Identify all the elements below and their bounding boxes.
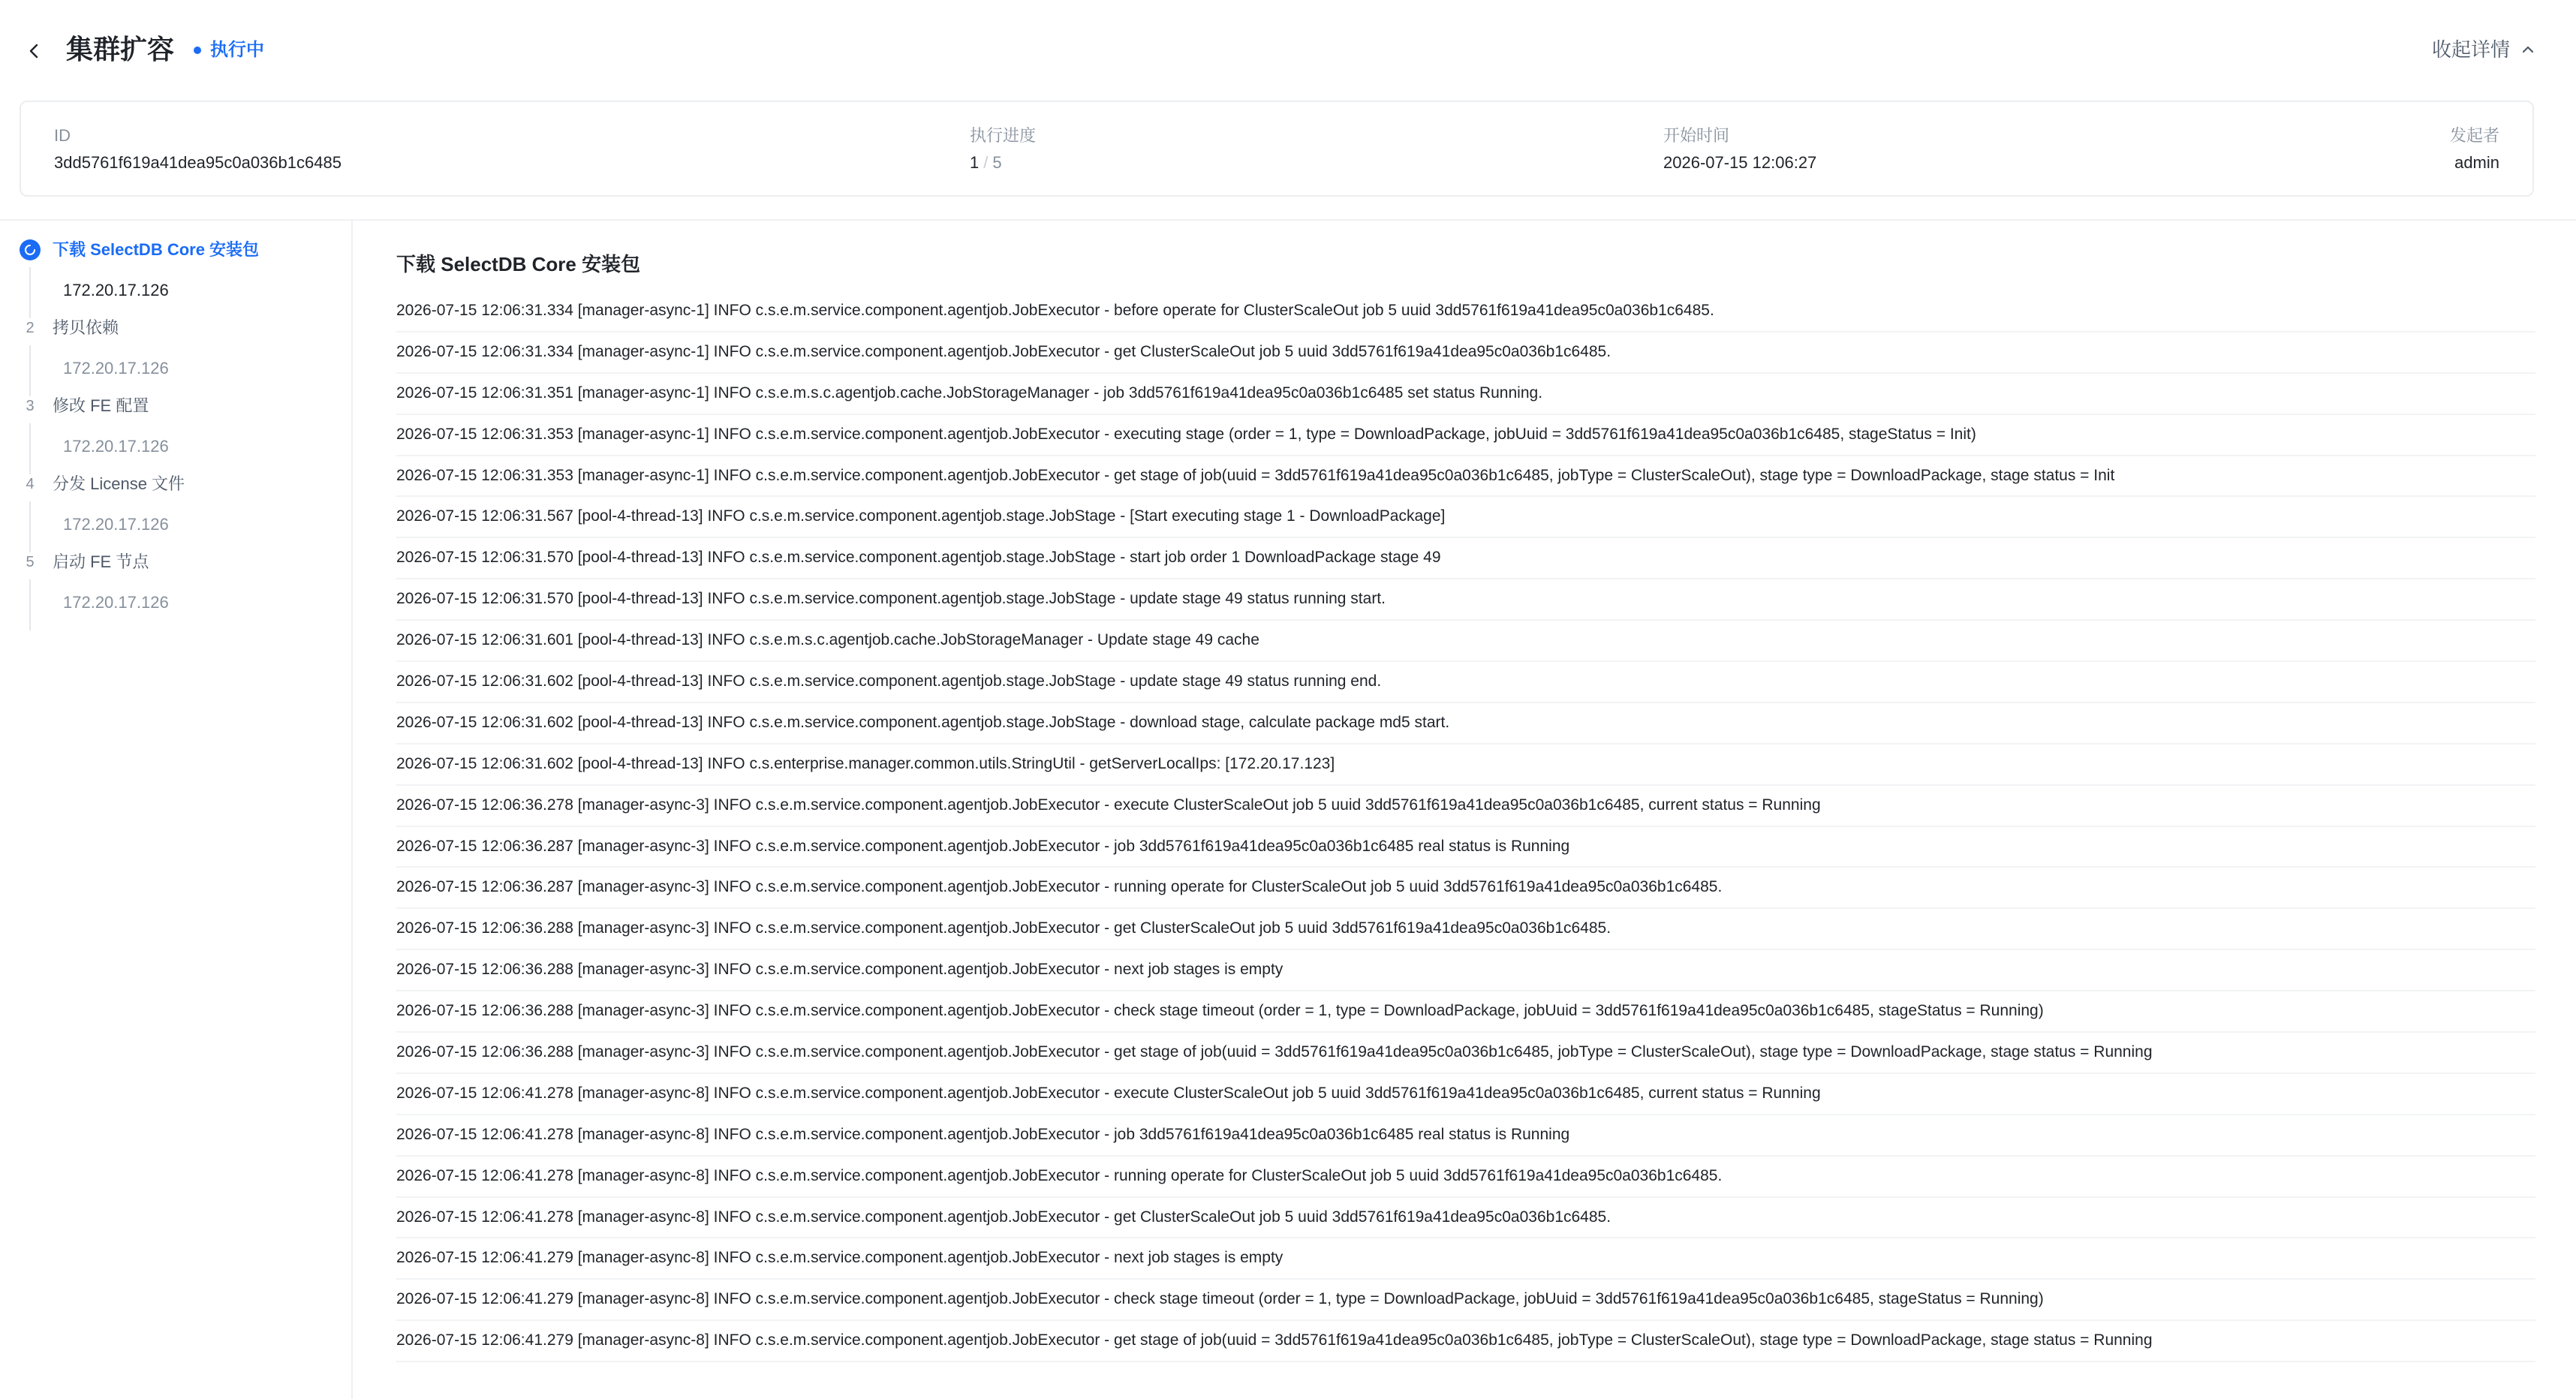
log-line: 2026-07-15 12:06:31.567 [pool-4-thread-13] INFO c.s.e.m.service.component.agentjob.stage.JobStage - [Start executing stage 1 - DownloadPackage] — [396, 497, 2535, 538]
info-start-time — [1663, 125, 1816, 174]
info-initiator — [2450, 125, 2499, 174]
status-badge — [194, 38, 264, 63]
status-text: 执行中 — [210, 40, 264, 60]
progress-value — [970, 152, 1036, 174]
log-line: 2026-07-15 12:06:31.334 [manager-async-1] INFO c.s.e.m.service.component.agentjob.JobExecutor - get ClusterScaleOut job 5 uuid 3dd5761f619a41dea95c0a036b1c6485. — [396, 332, 2535, 374]
collapse-details-label: 收起详情 — [2431, 38, 2510, 61]
info-progress — [970, 125, 1036, 174]
step-3-title: 修改 FE 配置 — [53, 396, 149, 415]
step-sidebar — [0, 221, 353, 1399]
log-line: 2026-07-15 12:06:36.278 [manager-async-3] INFO c.s.e.m.service.component.agentjob.JobExecutor - execute ClusterScaleOut job 5 uuid 3dd5761f619a41dea95c0a036b1c6485, current status = Running — [396, 786, 2535, 827]
progress-label: 执行进度 — [970, 126, 1037, 145]
info-id — [54, 125, 342, 174]
step-3-number: 3 — [26, 397, 35, 414]
back-button[interactable] — [20, 36, 50, 66]
log-line: 2026-07-15 12:06:31.602 [pool-4-thread-13] INFO c.s.enterprise.manager.common.utils.StringUtil - getServerLocalIps: [172.20.17.123] — [396, 745, 2535, 786]
log-line: 2026-07-15 12:06:41.278 [manager-async-8] INFO c.s.e.m.service.component.agentjob.JobExecutor - execute ClusterScaleOut job 5 uuid 3dd5761f619a41dea95c0a036b1c6485, current status = Running — [396, 1074, 2535, 1115]
step-1-host[interactable]: 172.20.17.126 — [63, 281, 169, 299]
log-line: 2026-07-15 12:06:31.351 [manager-async-1] INFO c.s.e.m.s.c.agentjob.cache.JobStorageManager - job 3dd5761f619a41dea95c0a036b1c6485 set status Running. — [396, 374, 2535, 415]
log-line: 2026-07-15 12:06:36.288 [manager-async-3] INFO c.s.e.m.service.component.agentjob.JobExecutor - get stage of job(uuid = 3dd5761f619a41dea95c0a036b1c6485, jobType = ClusterScaleOut), stage type = DownloadPackage, stage status = Running — [396, 1033, 2535, 1074]
step-item-5[interactable] — [20, 551, 149, 573]
initiator-label: 发起者 — [2449, 126, 2499, 145]
log-line: 2026-07-15 12:06:36.288 [manager-async-3] INFO c.s.e.m.service.component.agentjob.JobExecutor - next job stages is empty — [396, 950, 2535, 991]
step-3-host[interactable]: 172.20.17.126 — [63, 437, 169, 456]
log-line: 2026-07-15 12:06:31.334 [manager-async-1] INFO c.s.e.m.service.component.agentjob.JobExecutor - before operate for ClusterScaleOut job 5 uuid 3dd5761f619a41dea95c0a036b1c6485. — [396, 291, 2535, 332]
log-line: 2026-07-15 12:06:31.353 [manager-async-1] INFO c.s.e.m.service.component.agentjob.JobExecutor - executing stage (order = 1, type = DownloadPackage, jobUuid = 3dd5761f619a41dea95c0a036b1c6485, stageStatus = Init) — [396, 415, 2535, 456]
start-time-label: 开始时间 — [1663, 126, 1730, 145]
progress-current: 1 — [970, 153, 980, 172]
page-title: 集群扩容 — [66, 34, 175, 65]
step-item-1[interactable] — [20, 239, 259, 261]
step-item-3[interactable] — [20, 395, 149, 417]
step-2-number: 2 — [26, 319, 35, 336]
job-info-card — [20, 101, 2534, 197]
log-line: 2026-07-15 12:06:41.279 [manager-async-8] INFO c.s.e.m.service.component.agentjob.JobExecutor - next job stages is empty — [396, 1238, 2535, 1280]
step-connector — [29, 579, 31, 630]
log-line: 2026-07-15 12:06:36.287 [manager-async-3] INFO c.s.e.m.service.component.agentjob.JobExecutor - job 3dd5761f619a41dea95c0a036b1c6485 real status is Running — [396, 827, 2535, 868]
step-4-host[interactable]: 172.20.17.126 — [63, 515, 169, 534]
log-line: 2026-07-15 12:06:31.602 [pool-4-thread-13] INFO c.s.e.m.service.component.agentjob.stage.JobStage - download stage, calculate package md5 start. — [396, 703, 2535, 745]
page-header — [0, 0, 2576, 99]
step-connector — [29, 423, 31, 474]
step-5-host[interactable]: 172.20.17.126 — [63, 593, 169, 612]
log-line: 2026-07-15 12:06:31.570 [pool-4-thread-13] INFO c.s.e.m.service.component.agentjob.stage.JobStage - start job order 1 DownloadPackage stage 49 — [396, 538, 2535, 579]
log-line: 2026-07-15 12:06:41.278 [manager-async-8] INFO c.s.e.m.service.component.agentjob.JobExecutor - get ClusterScaleOut job 5 uuid 3dd5761f619a41dea95c0a036b1c6485. — [396, 1198, 2535, 1239]
initiator-value: admin — [2454, 153, 2499, 172]
log-line: 2026-07-15 12:06:41.279 [manager-async-8] INFO c.s.e.m.service.component.agentjob.JobExecutor - check stage timeout (order = 1, type = DownloadPackage, jobUuid = 3dd5761f619a41dea95c0a036b1c6485, stageStatus = Running) — [396, 1280, 2535, 1321]
step-item-2[interactable] — [20, 317, 119, 339]
loading-icon — [23, 243, 37, 257]
id-value: 3dd5761f619a41dea95c0a036b1c6485 — [54, 153, 342, 172]
log-line: 2026-07-15 12:06:36.288 [manager-async-3] INFO c.s.e.m.service.component.agentjob.JobExecutor - get ClusterScaleOut job 5 uuid 3dd5761f619a41dea95c0a036b1c6485. — [396, 909, 2535, 950]
step-connector — [29, 501, 31, 552]
chevron-up-icon — [2520, 42, 2535, 57]
log-line: 2026-07-15 12:06:36.288 [manager-async-3] INFO c.s.e.m.service.component.agentjob.JobExecutor - check stage timeout (order = 1, type = DownloadPackage, jobUuid = 3dd5761f619a41dea95c0a036b1c6485, stageStatus = Running) — [396, 991, 2535, 1033]
step-5-title: 启动 FE 节点 — [53, 552, 149, 571]
log-line: 2026-07-15 12:06:36.287 [manager-async-3] INFO c.s.e.m.service.component.agentjob.JobExecutor - running operate for ClusterScaleOut job 5 uuid 3dd5761f619a41dea95c0a036b1c6485. — [396, 868, 2535, 909]
step-5-number: 5 — [26, 553, 35, 570]
collapse-details-button[interactable] — [2432, 36, 2535, 63]
status-dot — [194, 47, 201, 54]
step-4-number: 4 — [26, 475, 35, 492]
log-line: 2026-07-15 12:06:31.601 [pool-4-thread-13] INFO c.s.e.m.s.c.agentjob.cache.JobStorageManager - Update stage 49 cache — [396, 621, 2535, 662]
log-line: 2026-07-15 12:06:41.279 [manager-async-8] INFO c.s.e.m.service.component.agentjob.JobExecutor - get stage of job(uuid = 3dd5761f619a41dea95c0a036b1c6485, jobType = ClusterScaleOut), stage type = DownloadPackage, stage status = Running — [396, 1321, 2535, 1362]
log-title: 下载 SelectDB Core 安装包 — [396, 253, 641, 275]
log-line: 2026-07-15 12:06:41.278 [manager-async-8] INFO c.s.e.m.service.component.agentjob.JobExecutor - running operate for ClusterScaleOut job 5 uuid 3dd5761f619a41dea95c0a036b1c6485. — [396, 1157, 2535, 1198]
step-4-title: 分发 License 文件 — [53, 474, 185, 493]
log-line: 2026-07-15 12:06:31.602 [pool-4-thread-13] INFO c.s.e.m.service.component.agentjob.stage.JobStage - update stage 49 status running end. — [396, 662, 2535, 703]
log-line: 2026-07-15 12:06:31.353 [manager-async-1] INFO c.s.e.m.service.component.agentjob.JobExecutor - get stage of job(uuid = 3dd5761f619a41dea95c0a036b1c6485, jobType = ClusterScaleOut), stage type = DownloadPackage, stage status = Init — [396, 456, 2535, 498]
step-2-title: 拷贝依赖 — [53, 318, 119, 337]
log-list — [396, 291, 2535, 1362]
step-2-host[interactable]: 172.20.17.126 — [63, 359, 169, 378]
log-line: 2026-07-15 12:06:41.278 [manager-async-8] INFO c.s.e.m.service.component.agentjob.JobExecutor - job 3dd5761f619a41dea95c0a036b1c6485 real status is Running — [396, 1115, 2535, 1157]
progress-total: 5 — [992, 153, 1002, 172]
step-connector — [29, 267, 31, 318]
log-line: 2026-07-15 12:06:31.570 [pool-4-thread-13] INFO c.s.e.m.service.component.agentjob.stage.JobStage - update stage 49 status running start. — [396, 579, 2535, 621]
step-connector — [29, 345, 31, 396]
step-item-4[interactable] — [20, 473, 185, 495]
progress-sep: / — [983, 153, 989, 172]
step-1-title: 下载 SelectDB Core 安装包 — [53, 240, 260, 259]
step-1-indicator — [20, 239, 41, 260]
chevron-left-icon — [26, 43, 43, 59]
start-time-value: 2026-07-15 12:06:27 — [1663, 153, 1817, 172]
id-label: ID — [54, 126, 71, 145]
log-panel — [396, 221, 2535, 1399]
